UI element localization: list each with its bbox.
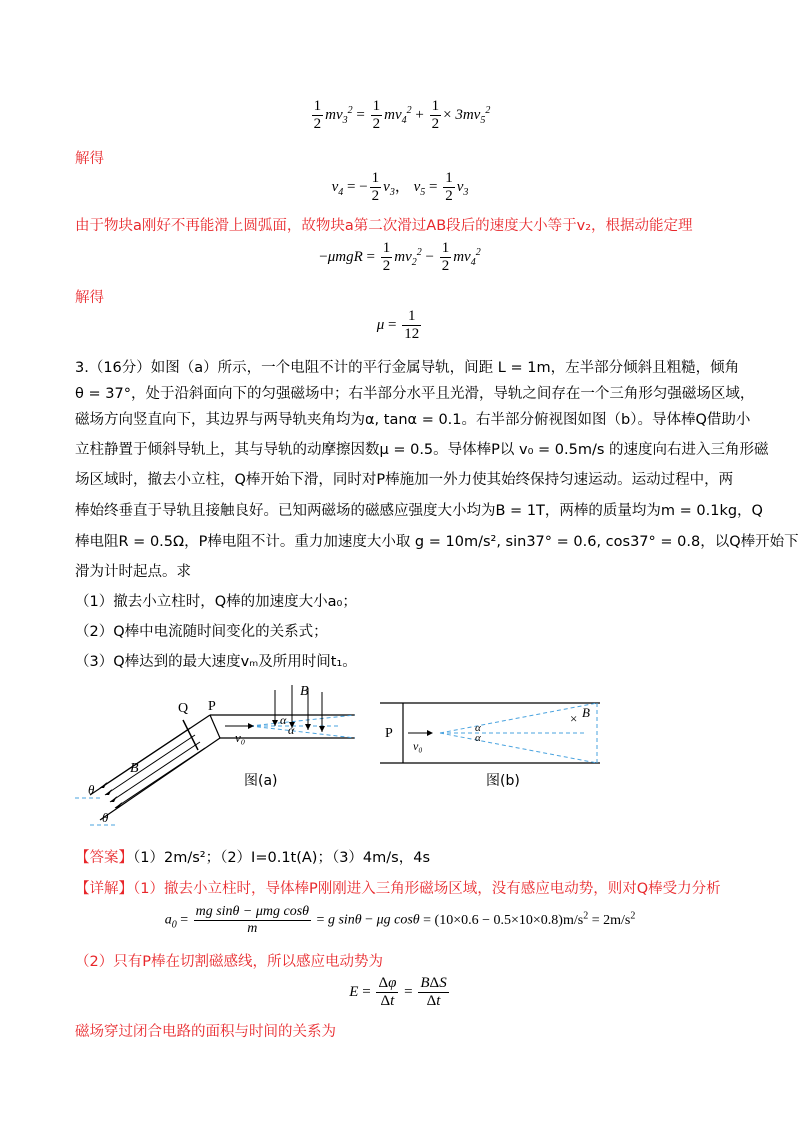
label-Q: Q [178,701,189,716]
label-B-b: B [582,705,590,720]
label-alpha-a2: α [288,723,295,737]
problem-line-5: 场区域时，撤去小立柱，Q棒开始下滑，同时对P棒施加一外力使其始终保持匀速运动。运动过程中，两 [75,472,734,488]
label-alpha-a1: α [280,713,287,727]
detail-tag: 【详解】 [75,881,133,897]
equation-a0: $a_0$ = $\frac{\text{mg sinθ − μmg cosθ}}{m}$ = g sinθ − μg $\cos\theta = (10\times 0.6 - 0.5\times 10\times 0.8)m/s^2 = 2m/s^2$ [164,904,636,936]
equation-emf: E = $\frac{\Delta\varphi}{\Delta t}$ = $\frac{\text{BΔS}}{\Delta t}$ [349,975,447,1009]
figure-a [70,680,370,835]
explanation-red-1: 由于物块a刚好不再能滑上圆弧面，故物块a第二次滑过AB段后的速度大小等于v₂，根据动能定理 [75,218,693,234]
solve-label-2: 解得 [75,290,104,306]
label-alpha-b2: α [475,732,481,744]
problem-line-7: 棒电阻R = 0.5Ω，P棒电阻不计。重力加速度大小取 g = 10m/s², sin37° = 0.6, cos37° = 0.8，以Q棒开始下 [75,534,799,550]
label-cross: × [570,711,578,726]
answer-text: （1）2m/s²；（2）I=0.1t(A)；（3）4m/s，4s [133,850,431,866]
answer-tag: 【答案】 [75,850,133,866]
solve-label-1: 解得 [75,151,104,167]
problem-line-6: 棒始终垂直于导轨且接触良好。已知两磁场的磁感应强度大小均为B = 1T，两棒的质量均为m = 0.1kg，Q [75,503,763,519]
label-v0-b: v₀ [413,739,423,753]
equation-mu: μ = $\frac{1}{12}$ [376,308,420,342]
label-alpha-b1: α [475,722,481,734]
detail-line-3: 磁场穿过闭合电路的面积与时间的关系为 [75,1024,336,1040]
detail-line-1 [75,877,721,898]
figure-b-caption: 图(b) [486,773,520,789]
answer-line [75,846,430,867]
equation-velocities: $v_4$ = − $\frac{1}{2}$ $v_3$， $v_5$ = $\frac{1}{2}$ $v_3$ [331,170,469,204]
problem-line-3: 磁场方向竖直向下，其边界与两导轨夹角均为α, tanα = 0.1。右半部分俯视图如图（b）。导体棒Q借助小 [75,412,751,428]
label-B-top: B [300,684,309,699]
detail-line-2: （2）只有P棒在切割磁感线，所以感应电动势为 [75,954,383,970]
equation-work-energy: −μmgR = $\frac{1}{2}$ $mv_2^2$ − $\frac{1}{2}$ $mv_4^2$ [319,240,481,274]
figure-a-caption: 图(a) [244,773,278,789]
question-2: （2）Q棒中电流随时间变化的关系式； [75,624,328,640]
label-v0-a: v₀ [235,730,246,745]
question-1: （1）撤去小立柱时，Q棒的加速度大小a₀； [75,594,357,610]
equation-energy: $\frac{1}{2}$ $mv_3^2$ = $\frac{1}{2}$ $mv_4^2$ + $\frac{1}{2}$ × $3mv_5^2$ [313,98,491,132]
detail-text-1: （1）撤去小立柱时，导体棒P刚刚进入三角形磁场区域，没有感应电动势，则对Q棒受力分析 [133,881,721,897]
problem-line-1: 3.（16分）如图（a）所示，一个电阻不计的平行金属导轨，间距 L = 1m，左半部分倾斜且粗糙，倾角 [75,360,740,376]
label-P-b: P [385,726,393,741]
label-B-slope: B [130,761,139,776]
problem-line-8: 滑为计时起点。求 [75,564,191,580]
figure-b [375,695,605,770]
question-3: （3）Q棒达到的最大速度vₘ及所用时间t₁。 [75,654,357,670]
label-theta-2: θ [102,810,109,825]
problem-line-4: 立柱静置于倾斜导轨上，其与导轨的动摩擦因数μ = 0.5。导体棒P以 v₀ = 0.5m/s 的速度向右进入三角形磁 [75,442,769,458]
label-P: P [208,699,216,714]
problem-line-2: θ = 37°，处于沿斜面向下的匀强磁场中；右半部分水平且光滑，导轨之间存在一个三角形匀强磁场区域， [75,386,755,402]
label-theta-1: θ [88,782,95,797]
